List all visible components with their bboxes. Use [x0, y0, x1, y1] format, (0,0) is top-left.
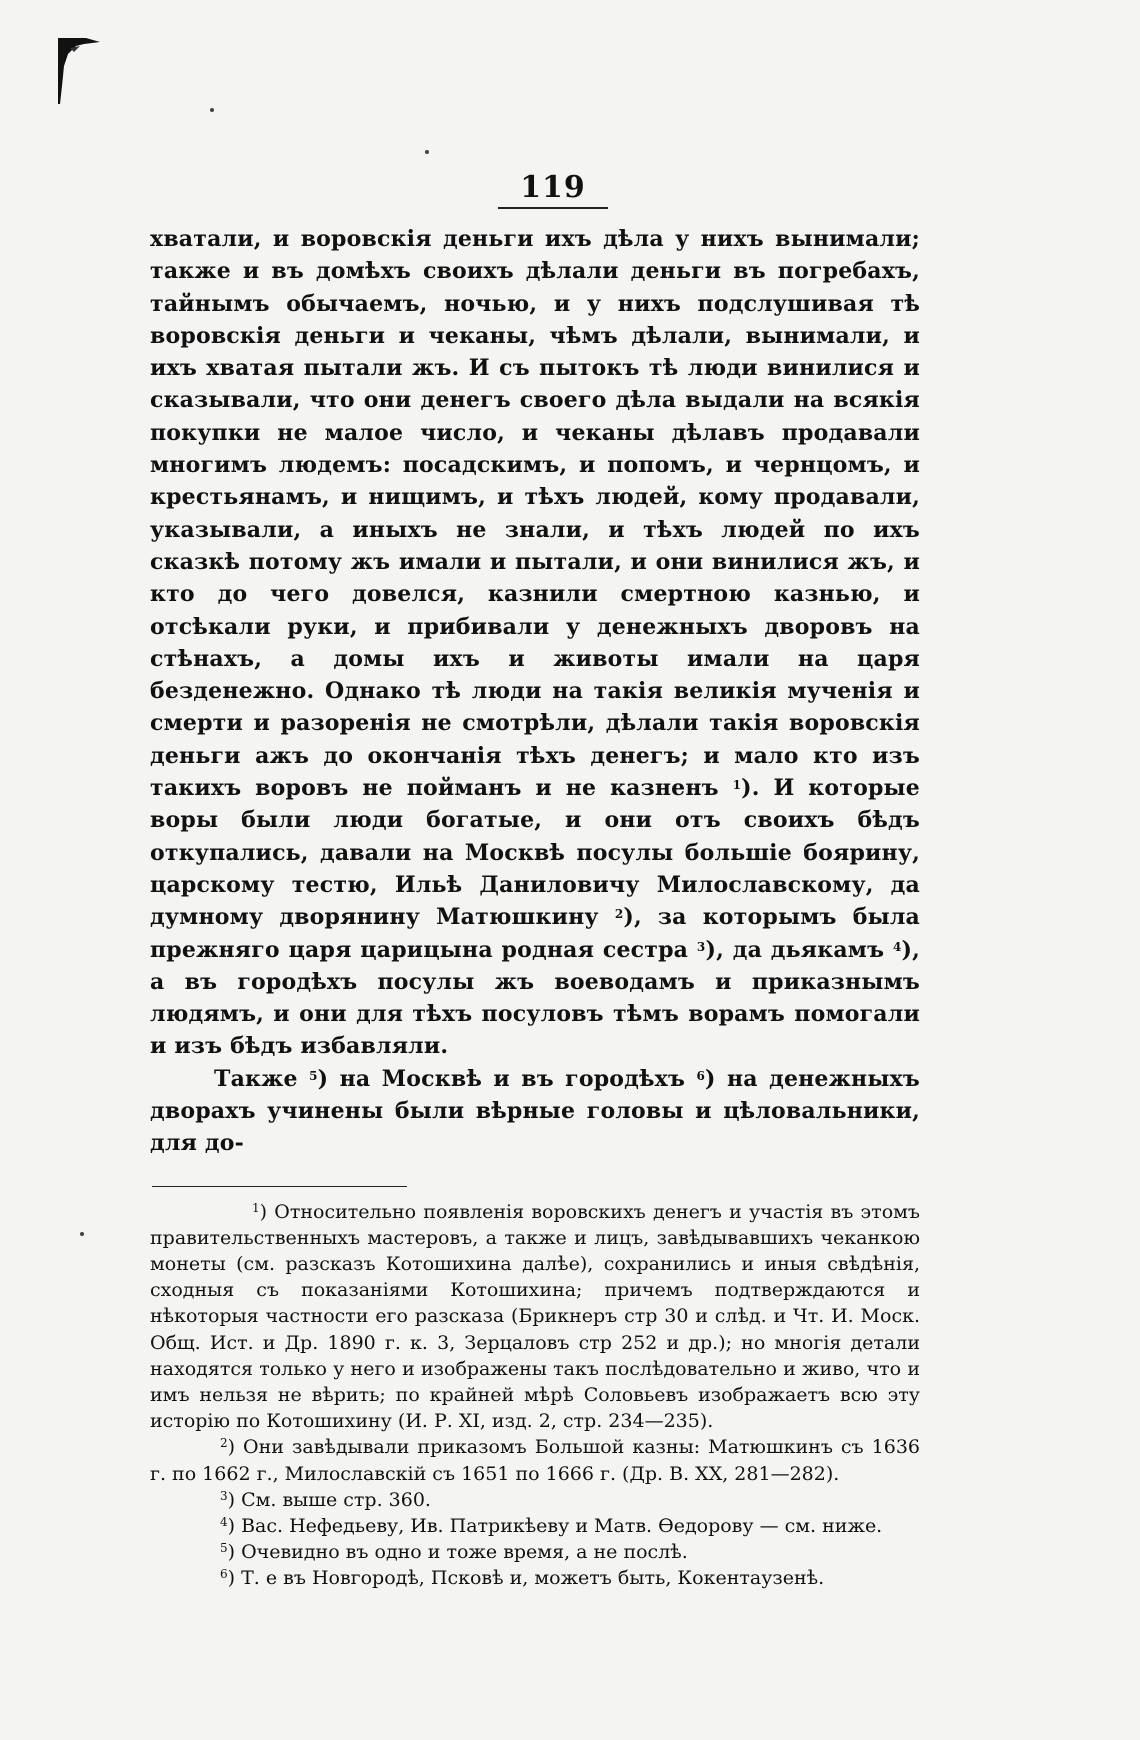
footnote-2: $^2$) Они завѣдывали приказомъ Большой казны: Матюшкинъ съ 1636 г. по 1662 г., Милославскій съ 1651 по 1666 г. (Др. В. XX, 281—282).: [150, 1436, 920, 1485]
footnote-3: $^3$) См. выше стр. 360.: [220, 1488, 431, 1511]
footnote-ref[interactable]: 4: [892, 939, 902, 954]
page-number-rule: [498, 207, 608, 209]
scan-speck: [425, 150, 429, 154]
paragraph-2: Также $^5$) на Москвѣ и въ городѣхъ $^6$) на денежныхъ дворахъ учинены были вѣрные головы и цѣловальники, для до-: [150, 1065, 920, 1157]
scan-speck: [210, 108, 214, 112]
scan-corner-mark: [56, 36, 100, 106]
footnote-4: $^4$) Вас. Нефедьеву, Ив. Патрикѣеву и Матв. Ѳедорову — см. ниже.: [220, 1515, 883, 1538]
main-text: [150, 223, 920, 1160]
footnote-ref[interactable]: 1: [732, 778, 742, 793]
footnote-ref[interactable]: 2: [614, 907, 624, 922]
footnote-ref[interactable]: 3: [696, 939, 706, 954]
footnote-ref[interactable]: 6: [696, 1068, 705, 1083]
page: [150, 170, 920, 1592]
footnote-6: $^6$) Т. е въ Новгородѣ, Псковѣ и, можетъ быть, Кокентаузенѣ.: [220, 1567, 825, 1590]
footnote-ref[interactable]: 5: [309, 1068, 318, 1083]
footnotes: [150, 1199, 920, 1592]
paragraph-1: хватали, и воровскія деньги ихъ дѣла у нихъ вынимали; также и въ домѣхъ своихъ дѣлали деньги въ погребахъ, тайнымъ обычаемъ, ночью, и у нихъ подслушивая тѣ воровскія деньги и чеканы, чѣмъ дѣлали, вынимали, и ихъ хватая пытали жъ. И съ пытокъ тѣ люди винилися и сказывали, что они денегъ своего дѣла выдали на всякія покупки не малое число, и чеканы дѣлавъ продавали многимъ людемъ: посадскимъ, и попомъ, и чернцомъ, и крестьянамъ, и нищимъ, и тѣхъ людей, кому продавали, указывали, а иныхъ не знали, и тѣхъ людей по ихъ сказкѣ потому жъ имали и пытали, и они винилися жъ, и кто до чего довелся, казнили смертною казнью, и отсѣкали руки, и прибивали у денежныхъ дворовъ на стѣнахъ, а домы ихъ и животы имали на царя безденежно. Однако тѣ люди на такія великія мученія и смерти и разоренія не смотрѣли, дѣлали такія воровскія деньги ажъ до окончанія тѣхъ денегъ; и мало кто изъ такихъ воровъ не пойманъ и не казненъ $^1$). И которые воры были люди богатые, и они отъ своихъ бѣдъ откупались, давали на Москвѣ посулы большіе боярину, царскому тестю, Ильѣ Даниловичу Милославскому, да думному дворянину Матюшкину $^2$), за которымъ была прежняго царя царицына родная сестра $^3$), да дьякамъ $^4$), а въ городѣхъ посулы жъ воеводамъ и приказнымъ людямъ, и они для тѣхъ посуловъ тѣмъ ворамъ помогали и изъ бѣдъ избавляли.: [150, 226, 920, 1060]
footnote-separator: [152, 1186, 407, 1187]
page-number: 119: [520, 170, 586, 205]
scan-speck: [80, 1232, 84, 1236]
footnote-1: $^1$) Относительно появленія воровскихъ денегъ и участія въ этомъ правительственныхъ мастеровъ, а также и лицъ, завѣдывавшихъ чеканкою монеты (см. разсказъ Котошихина далѣе), сохранились и иныя свѣдѣнія, сходныя съ показаніями Котошихина; причемъ подтверждаются и нѣкоторыя частности его разсказа (Брикнеръ стр 30 и слѣд. и Чт. И. Моск. Общ. Ист. и Др. 1890 г. к. 3, Зерцаловъ стр 252 и др.); но многія детали находятся только у него и изображены такъ послѣдовательно и живо, что и имъ нельзя не вѣрить; по крайней мѣрѣ Соловьевъ изображаетъ всю эту исторію по Котошихину (И. Р. XI, изд. 2, стр. 234—235).: [150, 1200, 920, 1433]
footnote-5: $^5$) Очевидно въ одно и тоже время, а не послѣ.: [220, 1541, 688, 1564]
